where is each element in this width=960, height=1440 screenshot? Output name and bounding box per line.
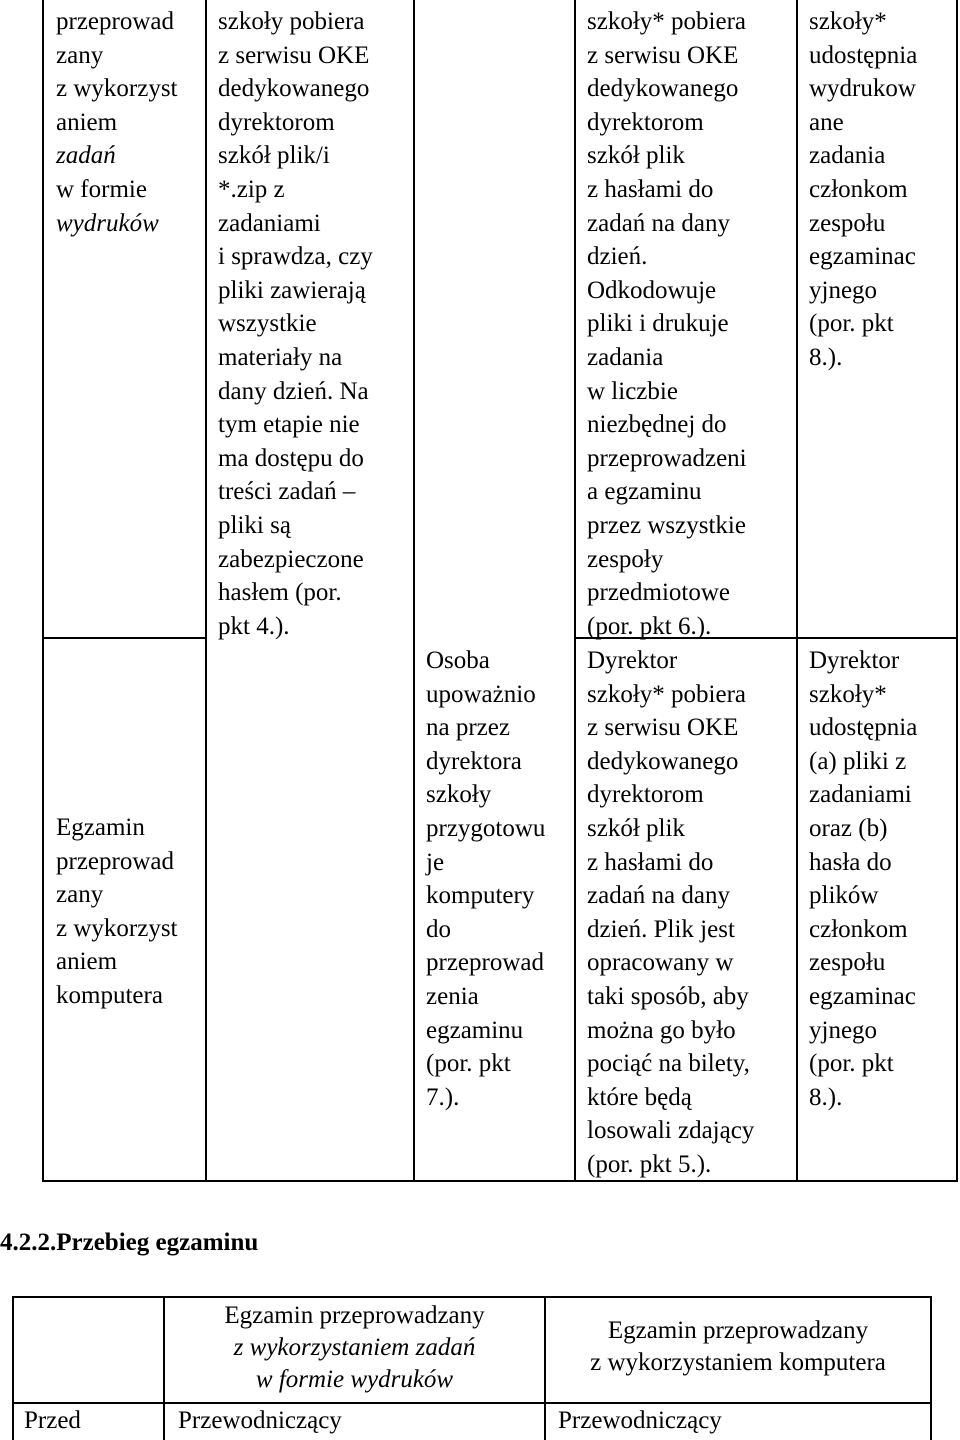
table-border [12,1402,932,1404]
text-line: zadań [56,142,116,170]
text-line: Dyrektor [809,647,900,674]
text-line: Egzamin przeprowadzany [607,1317,869,1344]
text-line: w liczbie [587,377,678,405]
text-line: egzaminac [809,243,916,271]
text-line: dedykowanego [587,75,739,103]
text-line: (por. pkt 5.). [587,1150,712,1178]
text-line: szkoły* pobiera [587,680,746,708]
text-line: losowali zdający [587,1117,755,1145]
text-line: zespołu [809,209,886,237]
text-line: z hasłami do [587,848,714,876]
text-line: i sprawdza, czy [218,243,373,271]
text-line: do [426,915,451,943]
text-line: yjnego [809,276,878,304]
text-line: ma dostępu do [218,444,364,472]
text-line: upoważnio [426,680,536,708]
text-line: zespoły [587,545,664,573]
header-paper-exam [165,1300,544,1396]
text-line: (por. pkt [809,1050,894,1078]
text-line: ane [809,108,844,136]
text-line: opracowany w [587,949,734,977]
text-line: z wykorzystaniem zadań [233,1334,476,1361]
text-line: treści zadań – [218,478,356,506]
text-line: z serwisu OKE [218,41,370,69]
text-line: szkół plik/i [218,142,330,170]
text-line: pliki zawierają [218,276,366,304]
text-line: taki sposób, aby [587,982,749,1010]
text-line: zadaniami [218,209,321,237]
text-line: dany dzień. Na [218,377,369,405]
text-line: członkom [809,175,908,203]
text-line: dzień. Plik jest [587,915,735,943]
row-label-before: Przed [24,1407,81,1434]
text-line: *.zip z [218,175,285,203]
text-line: egzaminu [426,1016,524,1044]
text-line: dedykowanego [587,747,739,775]
text-line: zabezpieczone [218,545,364,573]
col4-bottom-text [587,644,754,1182]
table-border [205,0,207,1182]
text-line: przez wszystkie [587,511,746,539]
text-line: szkół plik [587,814,685,842]
text-line: Egzamin przeprowadzany [224,1302,485,1329]
text-line: przeprowad [426,949,544,977]
text-line: zespołu [809,949,886,977]
text-line: dyrektorom [587,781,704,809]
col1-top-text [56,5,178,240]
text-line: Egzamin [56,814,145,841]
text-line: dzień. [587,243,648,271]
text-line: członkom [809,915,908,943]
text-line: które będą [587,1083,692,1111]
text-line: wszystkie [218,310,317,338]
text-line: komputery [426,882,535,910]
paper-exam-role: Przewodniczący [178,1407,342,1434]
col2-text [218,5,373,643]
text-line: (por. pkt [809,310,894,338]
text-line: egzaminac [809,982,916,1010]
text-line: szkoły [426,781,492,809]
text-line: przeprowad [56,847,174,875]
text-line: udostępnia [809,41,918,69]
text-line: zadania [587,343,664,371]
text-line: dedykowanego [218,75,370,103]
text-line: udostępnia [809,714,918,742]
table-border [413,0,415,1182]
text-line: dyrektorom [587,108,704,136]
text-line: (por. pkt 6.). [587,612,712,640]
text-line: zenia [426,982,479,1010]
text-line: Dyrektor [587,647,678,674]
text-line: z wykorzystaniem komputera [590,1349,886,1376]
text-line: wydruków [56,209,159,237]
text-line: dyrektora [426,747,522,775]
table-border [956,0,958,1182]
text-line: przygotowu [426,814,546,842]
text-line: szkoły* [809,8,887,35]
text-line: yjnego [809,1016,878,1044]
text-line: niezbędnej do [587,411,727,439]
text-line: można go było [587,1016,736,1044]
text-line: materiały na [218,343,343,371]
table-border [42,637,207,639]
text-line: zadań na dany [587,882,730,910]
text-line: z serwisu OKE [587,41,739,69]
text-line: pliki są [218,511,291,539]
text-line: (a) pliki z [809,747,907,775]
text-line: przeprowad [56,8,174,35]
text-line: 8.). [809,1083,843,1111]
text-line: szkoły* [809,680,887,708]
text-line: zany [56,41,104,69]
text-line: szkoły pobiera [218,8,365,35]
text-line: oraz (b) [809,814,888,842]
text-line: plików [809,882,879,910]
text-line: wydrukow [809,75,916,103]
col5-bottom-text [809,644,917,1114]
text-line: przedmiotowe [587,579,731,607]
text-line: tym etapie nie [218,411,360,439]
text-line: w formie wydruków [255,1366,454,1393]
table-border [12,1296,932,1298]
text-line: szkoły* pobiera [587,8,746,35]
text-line: pkt 4.). [218,612,290,640]
section-heading: 4.2.2.Przebieg egzaminu [0,1229,259,1256]
text-line: (por. pkt [426,1050,511,1078]
text-line: Odkodowuje [587,276,717,304]
text-line: pociąć na bilety, [587,1050,750,1078]
text-line: zadaniami [809,781,912,809]
text-line: aniem [56,108,118,136]
text-line: 8.). [809,343,843,371]
text-line: hasła do [809,848,892,876]
text-line: z wykorzyst [56,75,178,103]
text-line: z wykorzyst [56,914,178,942]
col4-top-text [587,5,747,643]
text-line: na przez [426,714,510,742]
text-line: w formie [56,175,147,203]
text-line: z serwisu OKE [587,714,739,742]
text-line: a egzaminu [587,478,702,506]
col3-text [426,644,545,1114]
col5-top-text [809,5,917,375]
table-border [42,1180,958,1182]
text-line: szkół plik [587,142,685,170]
computer-exam-role: Przewodniczący [558,1407,722,1434]
text-line: aniem [56,948,118,976]
text-line: zadania [809,142,886,170]
table-border [930,1296,932,1440]
header-computer-exam [546,1315,930,1379]
col1-bottom-text [56,811,178,1013]
table-border [796,0,798,1182]
table-border [42,0,44,1182]
text-line: hasłem (por. [218,579,342,607]
table-border [574,0,576,1182]
text-line: Osoba [426,647,490,674]
text-line: zany [56,881,104,909]
text-line: z hasłami do [587,175,714,203]
table-border [12,1296,14,1440]
text-line: je [426,848,445,876]
text-line: komputera [56,981,163,1009]
text-line: przeprowadzeni [587,444,747,472]
text-line: zadań na dany [587,209,730,237]
text-line: 7.). [426,1083,460,1111]
text-line: dyrektorom [218,108,335,136]
text-line: pliki i drukuje [587,310,729,338]
